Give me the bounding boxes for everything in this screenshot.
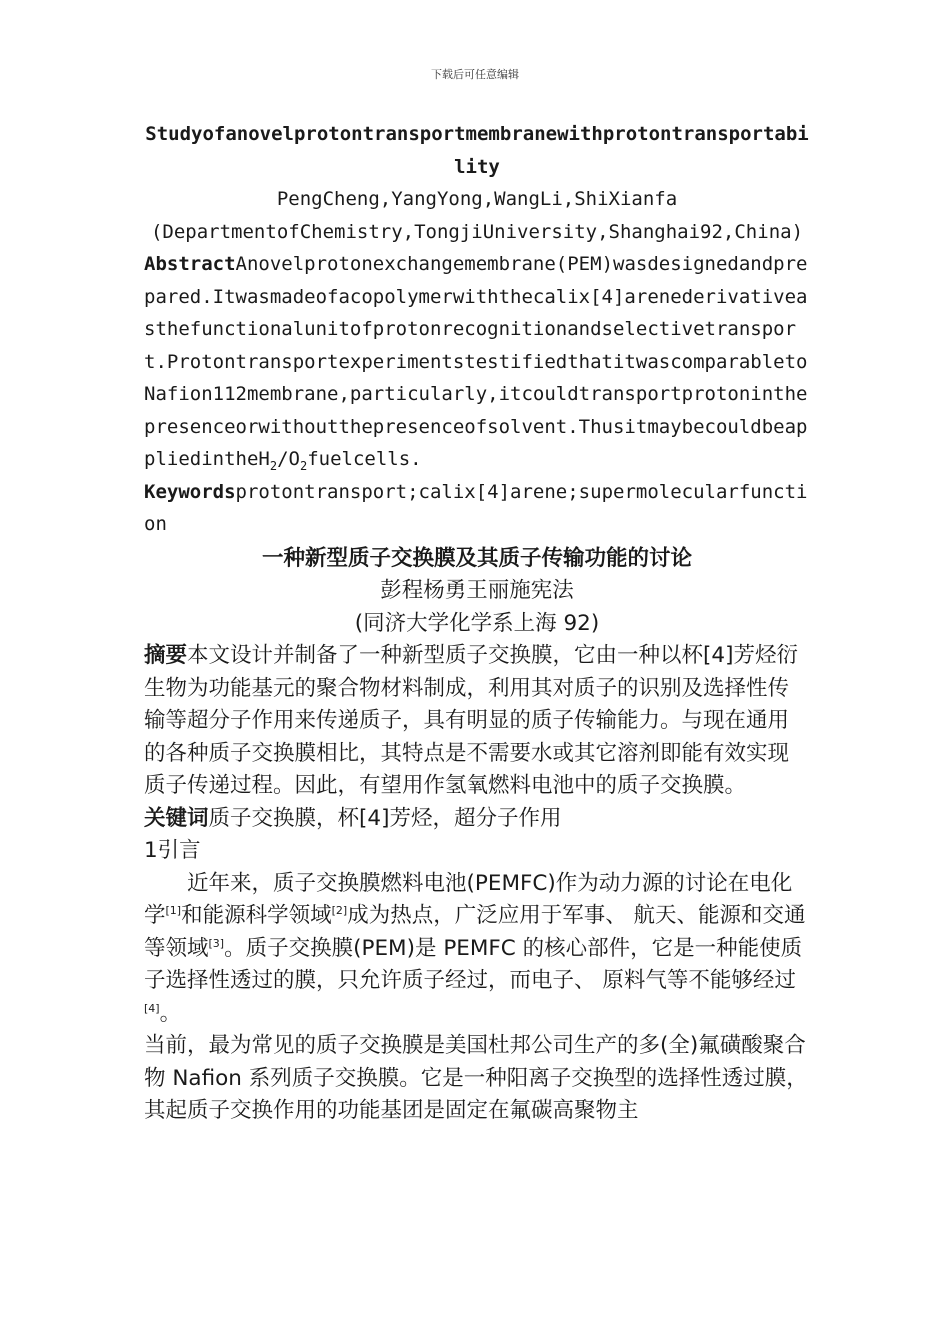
english-authors: PengCheng,YangYong,WangLi,ShiXianfa (276, 188, 678, 210)
intro-paragraph-1 (144, 868, 810, 1031)
chinese-keywords-label: 关键词 (144, 805, 209, 831)
english-keywords-label: Keywords (144, 480, 236, 503)
english-affiliation: (DepartmentofChemistry,TongjiUniversity,Shanghai92,China) (150, 220, 804, 243)
reference-4: [4] (144, 1001, 160, 1015)
english-keywords-text: protontransport;calix[4]arene;supermolecularfunction (144, 480, 808, 535)
reference-1: [1] (165, 903, 182, 917)
english-abstract-label: Abstract (144, 253, 236, 275)
formula-o: /O (277, 448, 300, 470)
intro-text-e: 。 (159, 1000, 182, 1026)
formula-h-subscript: 2 (269, 458, 278, 473)
formula-o-subscript: 2 (299, 458, 308, 473)
header-note: 下载后可任意编辑 (431, 68, 519, 81)
intro-text-c: 成为热点，广泛应用于军事、 航天、能源和交通等领域 (144, 903, 806, 961)
intro-text-d: 。质子交换膜(PEM)是 PEMFC 的核心部件，它是一种能使质子选择性透过的膜，只允许质子经过，而电子、 原料气等不能够经过 (144, 935, 803, 993)
reference-3: [3] (208, 936, 225, 950)
chinese-keywords-text: 质子交换膜，杯[4]芳烃，超分子作用 (208, 805, 562, 831)
chinese-keywords (144, 803, 810, 836)
chinese-abstract-label: 摘要 (144, 643, 188, 668)
intro-text-a: 近年来，质子交换膜燃料电池(PEMFC)作为动力源的讨论在电化学 (144, 870, 793, 928)
chinese-abstract (144, 640, 810, 803)
chinese-title: 一种新型质子交换膜及其质子传输功能的讨论 (261, 545, 692, 571)
chinese-affiliation: (同济大学化学系上海 92) (354, 610, 600, 636)
english-title: Studyofanovelprotontransportmembranewithprotontransportability (145, 123, 809, 178)
english-abstract-end: fuelcells. (307, 448, 422, 470)
english-keywords (144, 476, 810, 541)
document-body (144, 118, 810, 1128)
reference-2: [2] (331, 903, 348, 917)
chinese-authors: 彭程杨勇王丽施宪法 (380, 578, 574, 603)
english-abstract-text: Anovelprotonexchangemembrane(PEM)wasdesignedandprepared.Itwasmadeofacopolymerwiththecalix[4]arenederivativeasthefunctionalunitofprotonrecognitionandselectivetransport.ProtontransportexperimentstestifiedthatitwascomparabletoNafion112membrane,particularly,itcouldtransportprotoninthepresenceorwithoutthepresenceofsolvent.Thusitmaybecouldbeappliedinthe (144, 253, 808, 470)
chinese-abstract-text: 本文设计并制备了一种新型质子交换膜，它由一种以杯[4]芳烃衍生物为功能基元的聚合物材料制成，利用其对质子的识别及选择性传输等超分子作用来传递质子，具有明显的质子传输能力。与现在通用的各种质子交换膜相比，其特点是不需要水或其它溶剂即能有效实现质子传递过程。因此，有望用作氢氧燃料电池中的质子交换膜。 (144, 643, 798, 798)
formula-h: H (258, 448, 270, 470)
intro-paragraph-2: 当前，最为常见的质子交换膜是美国杜邦公司生产的多(全)氟磺酸聚合物 Nafion 系列质子交换膜。它是一种阳离子交换型的选择性透过膜，其起质子交换作用的功能基团是固定在氟碳高聚物主 (144, 1033, 808, 1123)
english-abstract (144, 248, 810, 476)
intro-text-b: 和能源科学领域 (181, 903, 332, 928)
section-heading: 1引言 (144, 838, 201, 863)
